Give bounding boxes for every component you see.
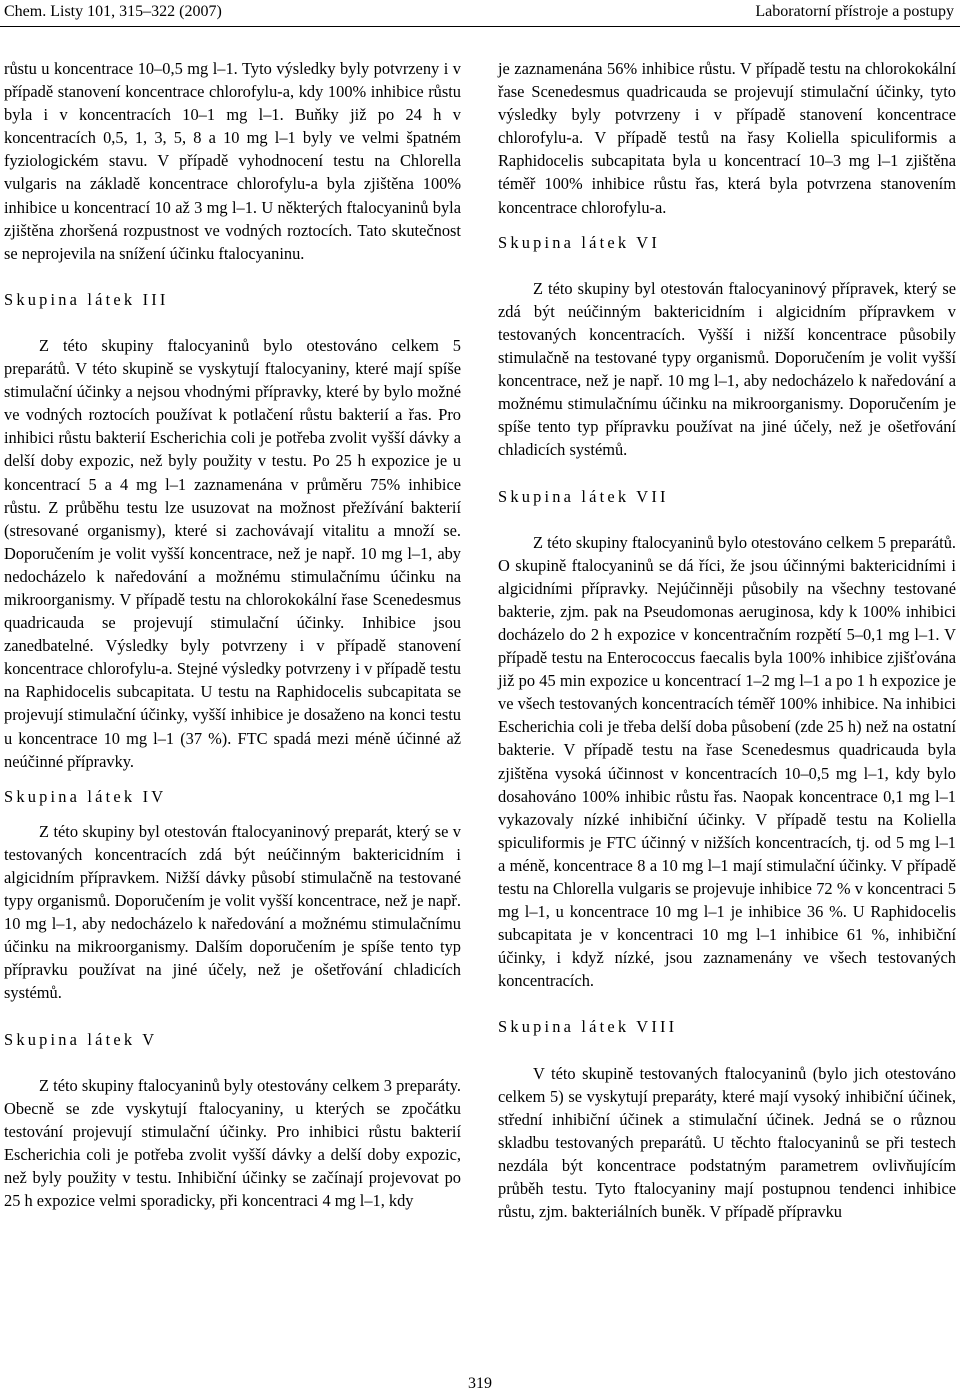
journal-citation: Chem. Listy 101, 315–322 (2007) <box>4 3 222 20</box>
running-header <box>0 0 960 26</box>
paragraph-group-vii: Z této skupiny ftalocyaninů bylo otestováno celkem 5 preparátů. O skupině ftalocyaninů se dá říci, že jsou účinnými baktericidními i algicidními přípravky. Nejúčinněji působily na všechny testované bakterie, zjm. pak na Pseudomonas aeruginosa, kdy k 100% inhibici docházelo do 2 h expozice v koncentračním rozpětí 5–0,1 mg l–1. V případě testu na Enterococcus faecalis byla 100% inhibice zjišťována již po 45 min expozice u koncentrací 1–2 mg l–1 a po 1 h expozice je ve všech testovaných koncentracích téměř 100% inhibice. Na inhibici Escherichia coli je třeba delší doba působení (zde 25 h) než na ostatní bakterie. V případě testu na řase Scenedesmus quadricauda byla zjištěna vysoká účinnost v koncentracích 10–0,5 mg l–1, kdy bylo dosahováno 100% inhibic růstu řas. Naopak koncentrace 0,1 mg l–1 vykazovaly nízké inhibiční účinky. V případě testu na Koliella spiculiformis je FTC účinný v nižších koncentracích, tj. od 5 mg l–1 a méně, koncentrace 8 a 10 mg l–1 mají stimulační účinky. V případě testu na Chlorella vulgaris se projevuje inhibice 72 % v koncentraci 5 mg l–1, u koncentrace 10 mg l–1 je inhibice 36 %. U Raphidocelis subcapitata je v koncentraci 10 mg l–1 inhibice 61 %, inhibiční účinky, i když nízké, jsou zaznamenány ve všech testovaných koncentracích. <box>498 532 956 991</box>
section-title: Laboratorní přístroje a postupy <box>755 3 954 20</box>
heading-group-iii: Skupina látek III <box>4 289 169 309</box>
paragraph-group-iv: Z této skupiny byl otestován ftalocyaninový preparát, který se v testovaných koncentracích zdá být neúčinným baktericidním i algicidním přípravkem. Nižší dávky působí stimulačně na testované typy organismů. Doporučením je volit vyšší koncentrace, než je např. 10 mg l–1, aby nedocházelo k naředování a možnému stimulačnímu účinku na mikroorganismy. Dalším doporučením je spíše tento typ přípravku používat na jiné účely, než je ošetřování chladicích systémů. <box>4 821 461 1003</box>
paragraph-group-viii: V této skupině testovaných ftalocyaninů (bylo jich otestováno celkem 5) se vyskytují preparáty, které mají vysoký inhibiční účinek, střední inhibiční účinek a stimulační účinek. Jedná se o různou skladbu testovaných preparátů. U těchto ftalocyaninů se při testech nezdála být koncentrace podstatným parametrem ovlivňujícím průběh testu. Tyto ftalocyaniny mají postupnou tendenci inhibice růstu, zjm. bakteriálních buněk. V případě přípravku <box>498 1063 956 1222</box>
left-column <box>4 57 461 1212</box>
paragraph-group-v: Z této skupiny ftalocyaninů byly otestovány celkem 3 preparáty. Obecně se zde vyskytují ftalocyaniny, u kterých se zpočátku testování projevují stimulační účinky. Pro inhibici růstu bakterií Escherichia coli je potřeba zvolit vyšší dávky a delší doby expozic, než byly použity v testu. Inhibiční účinky se začínají projevovat po 25 h expozice velmi sporadicky, při koncentraci 4 mg l–1, kdy <box>4 1075 461 1211</box>
paragraph-group-vi: Z této skupiny byl otestován ftalocyaninový přípravek, který se zdá být neúčinným baktericidním i algicidním přípravkem v testovaných koncentracích. Vyšší i nižší koncentrace působily stimulačně na testované typy organismů. Doporučením je volit vyšší koncentrace, než je např. 10 mg l–1, aby nedocházelo k naředování a možnému stimulačnímu účinku na mikroorganismy. Doporučením je spíše tento typ přípravku používat na jiné účely, než je ošetřování chladicích systémů. <box>498 278 956 460</box>
right-column <box>498 57 956 1223</box>
heading-group-v: Skupina látek V <box>4 1029 158 1049</box>
heading-group-vi: Skupina látek VI <box>498 232 660 252</box>
paragraph-group-v-end: je zaznamenána 56% inhibice růstu. V případě testu na chlorokokální řase Scenedesmus quadricauda se projevují stimulační účinky, tyto výsledky byly potvrzeny i v případě stanovení koncentrace chlorofylu-a. V případě testů na řasy Koliella spiculiformis a Raphidocelis subcapitata byla u koncentrací 10–3 mg l–1 zjištěna téměř 100% inhibice růstu řas, která byla potvrzena stanovením koncentrace chlorofylu-a. <box>498 59 956 217</box>
header-rule <box>0 26 960 27</box>
heading-group-vii: Skupina látek VII <box>498 486 669 506</box>
paragraph-group-ii-end: růstu u koncentrace 10–0,5 mg l–1. Tyto výsledky byly potvrzeny i v případě stanovení koncentrace chlorofylu-a, kdy 100% inhibice růstu byla i v koncentracích 10–1 mg l–1. Buňky již po 24 h v koncentracích 0,5, 1, 3, 5, 8 a 10 mg l–1 byly ve velmi špatném fyziologickém stavu. V případě vyhodnocení testu na Chlorella vulgaris na základě koncentrace chlorofylu-a byla zjištěna 100% inhibice u koncentrací 10 až 3 mg l–1. U některých ftalocyaninů byla zjištěna zhoršená rozpustnost ve vodných roztocích. Tato skutečnost se neprojevila na snížení účinku ftalocyaninu. <box>4 59 461 263</box>
page-number: 319 <box>468 1375 492 1392</box>
heading-group-iv: Skupina látek IV <box>4 786 167 806</box>
paragraph-group-iii: Z této skupiny ftalocyaninů bylo otestováno celkem 5 preparátů. V této skupině se vyskytují ftalocyaniny, které mají spíše stimulační účinky a nejsou vhodnými přípravky, které by bylo možné ve vodných roztocích používat k potlačení růstu bakterií a řas. Pro inhibici růstu bakterií Escherichia coli je potřeba zvolit vyšší dávky a delší doby expozic, než byly použity v testu. Po 25 h expozice je u koncentrací 5 a 4 mg l–1 zaznamenána v průměru 75% inhibice růstu. Z průběhu testu lze usuzovat na možnost přežívání bakterií (stresované organismy), které si zachovávají vitalitu a množí se. Doporučením je volit vyšší koncentrace, než je např. 10 mg l–1, aby nedocházelo k naředování a možnému stimulačnímu účinku na mikroorganismy. V případě testu na chlorokokální řase Scenedesmus quadricauda se projevují stimulační účinky. Inhibice jsou zanedbatelné. Výsledky byly potvrzeny i v případě stanovení koncentrace chlorofylu-a. Stejné výsledky potvrzeny i v případě testu na Raphidocelis subcapitata. U testu na Raphidocelis subcapitata se projevují stimulační účinky, vyšší inhibice je dosaženo na konci testu u koncentrace 10 mg l–1 (37 %). FTC spadá mezi méně účinné až neúčinné přípravky. <box>4 335 461 771</box>
heading-group-viii: Skupina látek VIII <box>498 1017 678 1037</box>
